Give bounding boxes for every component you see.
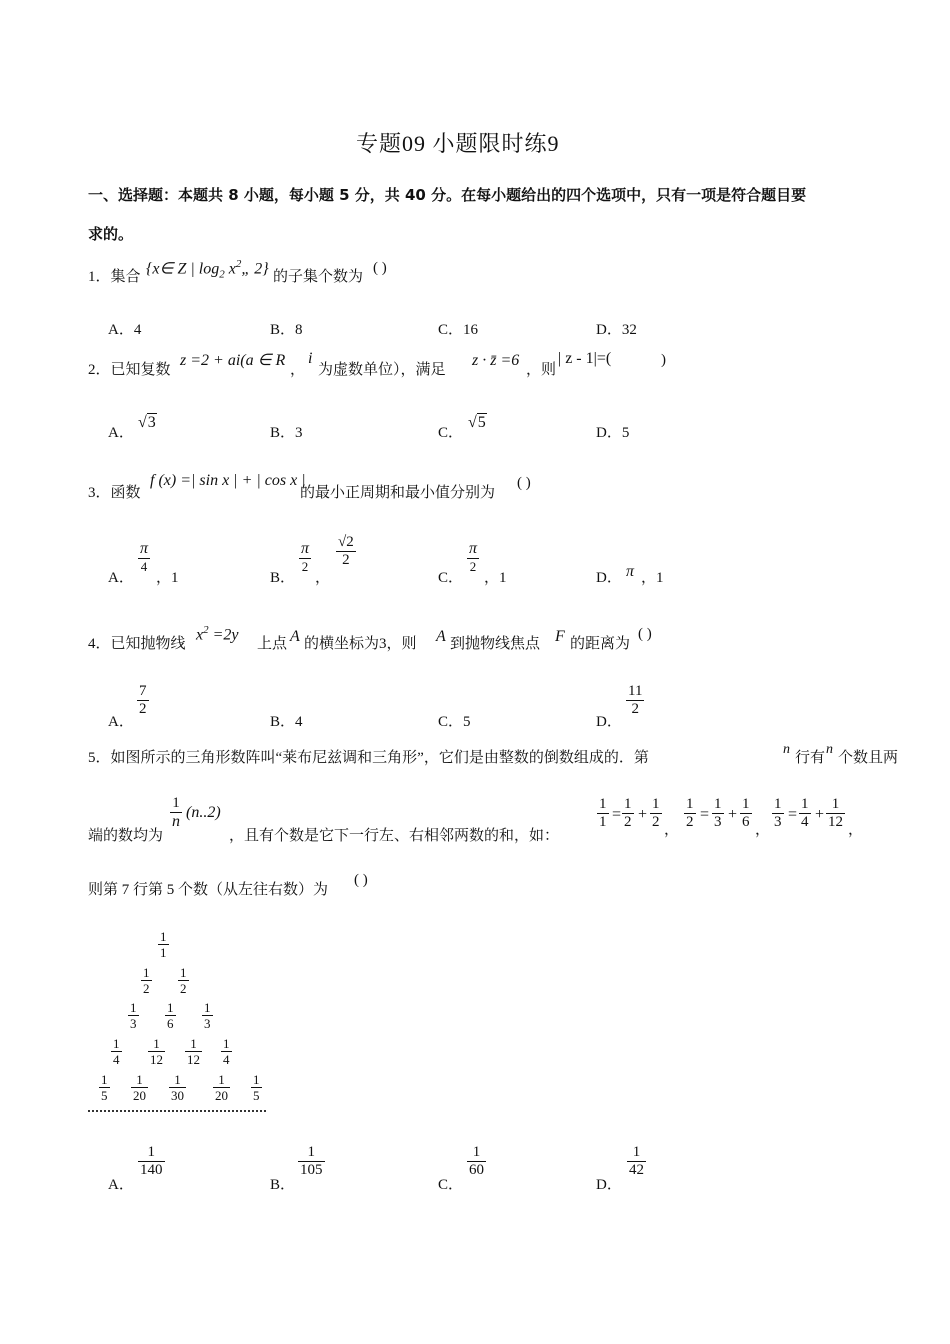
q1-option-c[interactable]: C．16: [438, 322, 479, 338]
eq3-lhs: $\frac{1}{3}$: [774, 796, 782, 830]
q5-stem-line-2: 端的数均为: [88, 828, 164, 844]
q3-option-b-fraction: π 2: [301, 540, 310, 574]
q2-option-a-sqrt: √3: [138, 414, 156, 431]
eq3-comma: ，: [848, 822, 864, 838]
eq2-term1: $\frac{1}{3}$: [714, 796, 722, 830]
q5-option-d[interactable]: D．: [596, 1177, 622, 1193]
q2-stem: 2．已知复数: [88, 362, 171, 378]
q4-stem: 4．已知抛物线: [88, 636, 186, 652]
q2-stem-mid: 为虚数单位），满足: [318, 362, 446, 378]
q3-option-c-fraction: π 2: [469, 540, 478, 574]
q2-target-expression: | z - 1|=(: [558, 350, 612, 367]
eq1-term1: $\frac{1}{2}$: [624, 796, 632, 830]
triangle-cell: $\frac{1}{2}$: [143, 965, 150, 996]
q3-option-d[interactable]: D．: [596, 570, 622, 586]
q3-option-b[interactable]: B．: [270, 570, 296, 586]
triangle-cell: $\frac{1}{4}$: [113, 1036, 120, 1067]
q4-stem-2: 的横坐标为3，则: [304, 636, 417, 652]
eq2-term2: $\frac{1}{6}$: [742, 796, 750, 830]
q5-option-d-fraction: $\frac{1}{42}$: [629, 1144, 644, 1178]
q1-option-a[interactable]: A．4: [108, 322, 142, 338]
q2-option-c[interactable]: C．: [438, 425, 464, 441]
q3-option-b-tail: ，: [315, 570, 331, 586]
q4-option-d[interactable]: D．: [596, 714, 622, 730]
eq3-plus: +: [815, 806, 825, 823]
q5-stem-line-1b: 行有: [795, 750, 826, 766]
q5-option-b[interactable]: B．: [270, 1177, 296, 1193]
eq3-equals: =: [788, 806, 798, 823]
q2-option-a[interactable]: A．: [108, 425, 134, 441]
q1-stem-rest: 的子集个数为: [273, 269, 364, 285]
q3-option-b-fraction-2: $\frac{√2}{2}$: [338, 534, 354, 568]
q5-endpoint-fraction: $\frac{1}{n}$: [172, 795, 180, 830]
q3-option-c-tail: ，1: [484, 570, 507, 586]
q5-stem-line-2b: ，且有个数是它下一行左、右相邻两数的和，如：: [229, 828, 560, 844]
q3-option-d-pi: π: [626, 563, 635, 580]
q3-option-a[interactable]: A．: [108, 570, 134, 586]
q3-option-a-fraction: π 4: [140, 540, 149, 574]
q5-stem-line-1: 5．如图所示的三角形数阵叫“莱布尼兹调和三角形”，它们是由整数的倒数组成的．第: [88, 750, 649, 766]
q1-stem: 1．集合: [88, 269, 141, 285]
eq1-term2: $\frac{1}{2}$: [652, 796, 660, 830]
q2-option-d[interactable]: D．5: [596, 425, 630, 441]
triangle-cell: $\frac{1}{12}$: [150, 1036, 163, 1067]
eq1-plus: +: [638, 806, 648, 823]
triangle-cell: $\frac{1}{6}$: [167, 1000, 174, 1031]
q5-answer-blank: ( ): [354, 872, 368, 888]
triangle-cell: $\frac{1}{5}$: [253, 1072, 260, 1103]
eq1-comma: ，: [664, 822, 680, 838]
triangle-continuation-dots: [88, 1110, 266, 1112]
q3-stem-rest: 的最小正周期和最小值分别为: [300, 485, 496, 501]
triangle-cell: $\frac{1}{3}$: [130, 1000, 137, 1031]
triangle-cell: $\frac{1}{12}$: [187, 1036, 200, 1067]
q3-function-expression: f (x) =| sin x | + | cos x |: [150, 472, 306, 489]
eq2-comma: ，: [755, 822, 771, 838]
q3-option-d-tail: ，1: [641, 570, 664, 586]
triangle-cell: $\frac{1}{30}$: [171, 1072, 184, 1103]
q2-stem-then: ，则: [526, 362, 557, 378]
eq3-term2: $\frac{1}{12}$: [828, 796, 843, 830]
q4-stem-1: 上点: [257, 636, 288, 652]
q5-option-c-fraction: $\frac{1}{60}$: [469, 1144, 484, 1178]
eq3-term1: $\frac{1}{4}$: [801, 796, 809, 830]
q5-var-n: n: [783, 742, 790, 757]
q1-answer-blank: ( ): [373, 260, 387, 276]
q4-stem-3: 到抛物线焦点: [450, 636, 541, 652]
eq2-lhs: $\frac{1}{2}$: [686, 796, 694, 830]
page-title: 专题09 小题限时练9: [356, 131, 560, 156]
q4-option-b[interactable]: B．4: [270, 714, 303, 730]
q2-imaginary-unit: i: [308, 350, 313, 367]
q2-option-b[interactable]: B．3: [270, 425, 303, 441]
eq2-equals: =: [700, 806, 710, 823]
q2-paren-close: ): [661, 352, 666, 368]
q1-option-d[interactable]: D．32: [596, 322, 637, 338]
q3-option-c[interactable]: C．: [438, 570, 464, 586]
q5-stem-line-3: 则第 7 行第 5 个数（从左往右数）为: [88, 882, 329, 898]
eq2-plus: +: [728, 806, 738, 823]
q4-option-a-fraction: $\frac{7}{2}$: [139, 683, 147, 717]
q2-complex-expression: z =2 + ai(a ∈ R: [180, 352, 286, 369]
q4-parabola-expression: $x^2 =2y$: [196, 624, 239, 644]
q2-comma: ，: [290, 362, 306, 378]
q5-endpoint-condition: (n..2): [186, 804, 221, 821]
q5-option-a-fraction: $\frac{1}{140}$: [140, 1144, 163, 1178]
q5-stem-line-1c: 个数且两: [838, 750, 899, 766]
q3-answer-blank: ( ): [517, 475, 531, 491]
q1-set-expression: {x∈ Z | $\log_2$ $x^2„$ 2}: [146, 258, 269, 281]
triangle-cell: $\frac{1}{2}$: [180, 965, 187, 996]
section-heading: 一、选择题：本题共 8 小题，每小题 5 分，共 40 分。在每小题给出的四个选项中，只有一项是符合题目要: [88, 186, 807, 204]
triangle-cell: $\frac{1}{1}$: [160, 929, 167, 960]
q5-option-b-fraction: $\frac{1}{105}$: [300, 1144, 323, 1178]
section-heading-cont: 求的。: [88, 225, 134, 243]
q2-option-c-sqrt: √5: [468, 414, 486, 431]
triangle-cell: $\frac{1}{20}$: [133, 1072, 146, 1103]
q4-option-c[interactable]: C．5: [438, 714, 471, 730]
eq1-lhs: $\frac{1}{1}$: [599, 796, 607, 830]
eq1-equals: =: [612, 806, 622, 823]
q5-option-c[interactable]: C．: [438, 1177, 464, 1193]
q4-option-d-fraction: $\frac{11}{2}$: [628, 683, 643, 717]
triangle-cell: $\frac{1}{20}$: [215, 1072, 228, 1103]
q2-condition: z · z̄ =6: [472, 352, 520, 369]
triangle-cell: $\frac{1}{3}$: [204, 1000, 211, 1031]
q5-var-n-2: n: [826, 742, 833, 757]
q4-focus-f: F: [555, 628, 565, 645]
q4-stem-4: 的距离为: [570, 636, 631, 652]
triangle-cell: $\frac{1}{5}$: [101, 1072, 108, 1103]
q3-stem: 3．函数: [88, 485, 141, 501]
q4-answer-blank: ( ): [638, 626, 652, 642]
q4-point-a: A: [290, 628, 300, 645]
q3-option-a-tail: ，1: [156, 570, 179, 586]
q4-option-a[interactable]: A．: [108, 714, 134, 730]
q4-point-a-2: A: [436, 628, 446, 645]
q5-option-a[interactable]: A．: [108, 1177, 134, 1193]
triangle-cell: $\frac{1}{4}$: [223, 1036, 230, 1067]
q1-option-b[interactable]: B．8: [270, 322, 303, 338]
